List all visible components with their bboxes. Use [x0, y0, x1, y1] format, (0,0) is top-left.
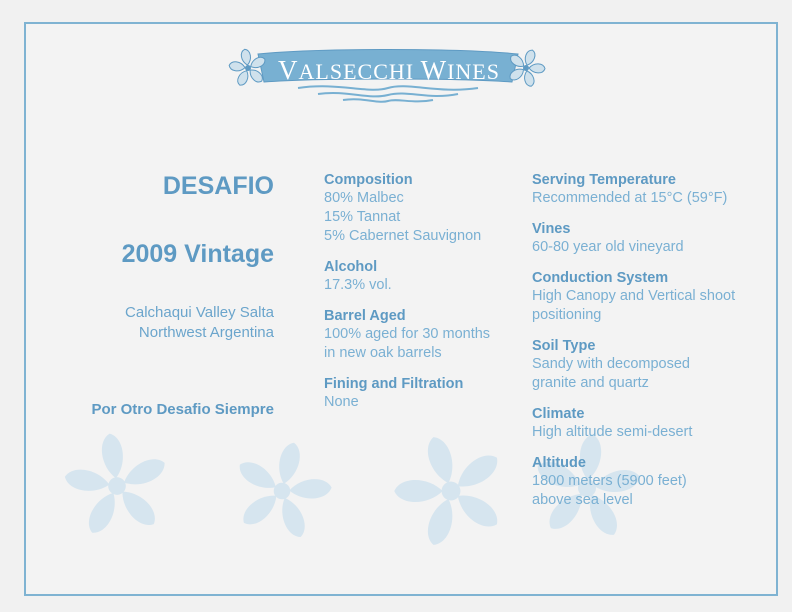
section-line: Sandy with decomposed — [532, 356, 690, 372]
wine-name: DESAFIO — [162, 172, 274, 200]
section-line: High Canopy and Vertical shoot — [532, 288, 736, 304]
section-line: 100% aged for 30 months — [324, 326, 491, 342]
section-line: Recommended at 15°C (59°F) — [532, 190, 728, 206]
brand-name: VALSECCHI WINES — [278, 55, 500, 85]
region-line: Calchaqui Valley Salta — [125, 304, 274, 321]
section-line: None — [324, 394, 359, 410]
region — [125, 303, 274, 343]
section-climate — [532, 406, 772, 442]
hibiscus-flower-icon — [222, 431, 343, 548]
section-fining-filtration — [324, 376, 524, 412]
section-alcohol — [324, 259, 524, 295]
section-line: 80% Malbec — [324, 190, 404, 206]
section-title: Conduction System — [532, 270, 669, 286]
section-altitude — [532, 455, 772, 510]
section-conduction-system — [532, 270, 772, 325]
hibiscus-flower-icon — [57, 426, 177, 542]
motto: Por Otro Desafio Siempre — [91, 401, 274, 418]
section-title: Composition — [324, 172, 413, 188]
section-line: High altitude semi-desert — [532, 424, 693, 440]
section-barrel-aged — [324, 308, 524, 363]
section-line: 1800 meters (5900 feet) — [532, 473, 687, 489]
section-line: above sea level — [532, 492, 633, 508]
section-line: positioning — [532, 307, 602, 323]
details-column-1 — [324, 172, 524, 425]
section-line: 15% Tannat — [324, 209, 401, 225]
section-title: Altitude — [532, 455, 586, 471]
hibiscus-flower-icon — [379, 419, 522, 558]
details-column-2 — [532, 172, 772, 523]
wave-ornament — [298, 86, 478, 101]
section-line: 60-80 year old vineyard — [532, 239, 684, 255]
region-line: Northwest Argentina — [138, 324, 274, 341]
section-line: granite and quartz — [532, 375, 649, 391]
section-title: Barrel Aged — [324, 308, 406, 324]
section-line: 5% Cabernet Sauvignon — [324, 228, 482, 244]
section-composition — [324, 172, 524, 246]
section-title: Climate — [532, 406, 585, 422]
section-title: Vines — [532, 221, 571, 237]
section-title: Soil Type — [532, 338, 596, 354]
section-title: Serving Temperature — [532, 172, 676, 188]
section-serving-temperature — [532, 172, 772, 208]
vintage-year: 2009 Vintage — [121, 240, 274, 268]
section-title: Alcohol — [324, 259, 378, 275]
section-soil-type — [532, 338, 772, 393]
section-vines — [532, 221, 772, 257]
section-line: in new oak barrels — [324, 345, 442, 361]
section-line: 17.3% vol. — [324, 277, 392, 293]
section-title: Fining and Filtration — [324, 376, 464, 392]
